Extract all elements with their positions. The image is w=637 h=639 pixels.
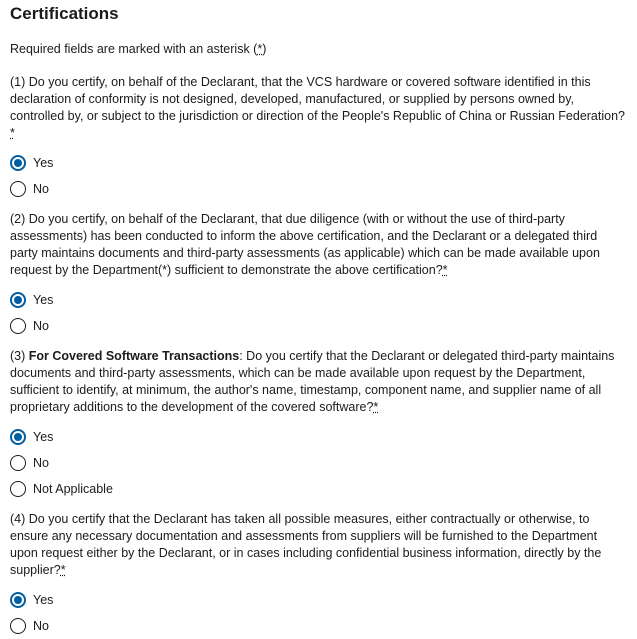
option-label: Not Applicable [33,482,113,496]
question-4-asterisk: * [60,563,66,577]
question-4 [10,511,627,639]
question-2-asterisk: * [442,263,448,277]
question-3-prefix: (3) [10,349,29,363]
question-4-text [10,511,627,579]
question-3-body: : Do you certify that the Declarant or delegated third-party maintains documents and third-party assessments, which can be made available upon request by the Department, sufficient to identify, at minimum, the author's name, timestamp, component name, and supplier name of all proprietary additions to the development of the covered software? [10,349,615,414]
option-label: Yes [33,430,54,444]
radio-unchecked-icon[interactable] [10,481,26,497]
q2-option-yes[interactable] [10,287,627,313]
option-label: Yes [33,593,54,607]
question-3-asterisk: * [373,400,379,414]
question-1-asterisk: * [10,126,15,140]
radio-unchecked-icon[interactable] [10,181,26,197]
option-label: Yes [33,156,54,170]
question-1-body: (1) Do you certify, on behalf of the Declarant, that the VCS hardware or covered software identified in this declaration of conformity is not designed, developed, manufactured, or supplied by persons owned by, controlled by, or subject to the jurisdiction or direction of the People's Republic of China or Russian Federation? [10,75,625,123]
radio-unchecked-icon[interactable] [10,318,26,334]
question-2-options [10,287,627,339]
radio-checked-icon[interactable] [10,155,26,171]
radio-checked-icon[interactable] [10,592,26,608]
option-label: Yes [33,293,54,307]
question-3-options [10,424,627,502]
radio-checked-icon[interactable] [10,429,26,445]
question-3-text [10,348,627,416]
question-4-options [10,587,627,639]
required-note-close: ) [262,42,267,56]
required-fields-note [10,41,627,57]
question-2-body: (2) Do you certify, on behalf of the Declarant, that due diligence (with or without the use of third-party assessments) has been conducted to inform the above certification, and the Declarant or a delegated third party maintains documents and third-party assessments (as applicable) which can be made available upon request by the Department(*) sufficient to demonstrate the above certification? [10,212,600,277]
q4-option-no[interactable] [10,613,627,639]
q4-option-yes[interactable] [10,587,627,613]
option-label: No [33,456,49,470]
question-1-options [10,150,627,202]
required-note-text: Required fields are marked with an asterisk ( [10,42,258,56]
option-label: No [33,619,49,633]
radio-checked-icon[interactable] [10,292,26,308]
question-4-body: (4) Do you certify that the Declarant has taken all possible measures, either contractually or otherwise, to ensure any necessary documentation and assessments from suppliers will be furnished to the Department upon request either by the Declarant, or in cases including confidential business information, directly by the supplier? [10,512,602,577]
q3-option-yes[interactable] [10,424,627,450]
question-3-bold-heading: For Covered Software Transactions [28,349,240,363]
q3-option-no[interactable] [10,450,627,476]
question-2-text [10,211,627,279]
required-asterisk: * [257,42,263,56]
option-label: No [33,319,49,333]
q1-option-no[interactable] [10,176,627,202]
page-title: Certifications [10,4,119,23]
radio-unchecked-icon[interactable] [10,455,26,471]
q3-option-not-applicable[interactable] [10,476,627,502]
radio-unchecked-icon[interactable] [10,618,26,634]
question-2 [10,211,627,339]
question-1-text [10,74,627,142]
question-3 [10,348,627,502]
q1-option-yes[interactable] [10,150,627,176]
q2-option-no[interactable] [10,313,627,339]
option-label: No [33,182,49,196]
question-1 [10,74,627,202]
